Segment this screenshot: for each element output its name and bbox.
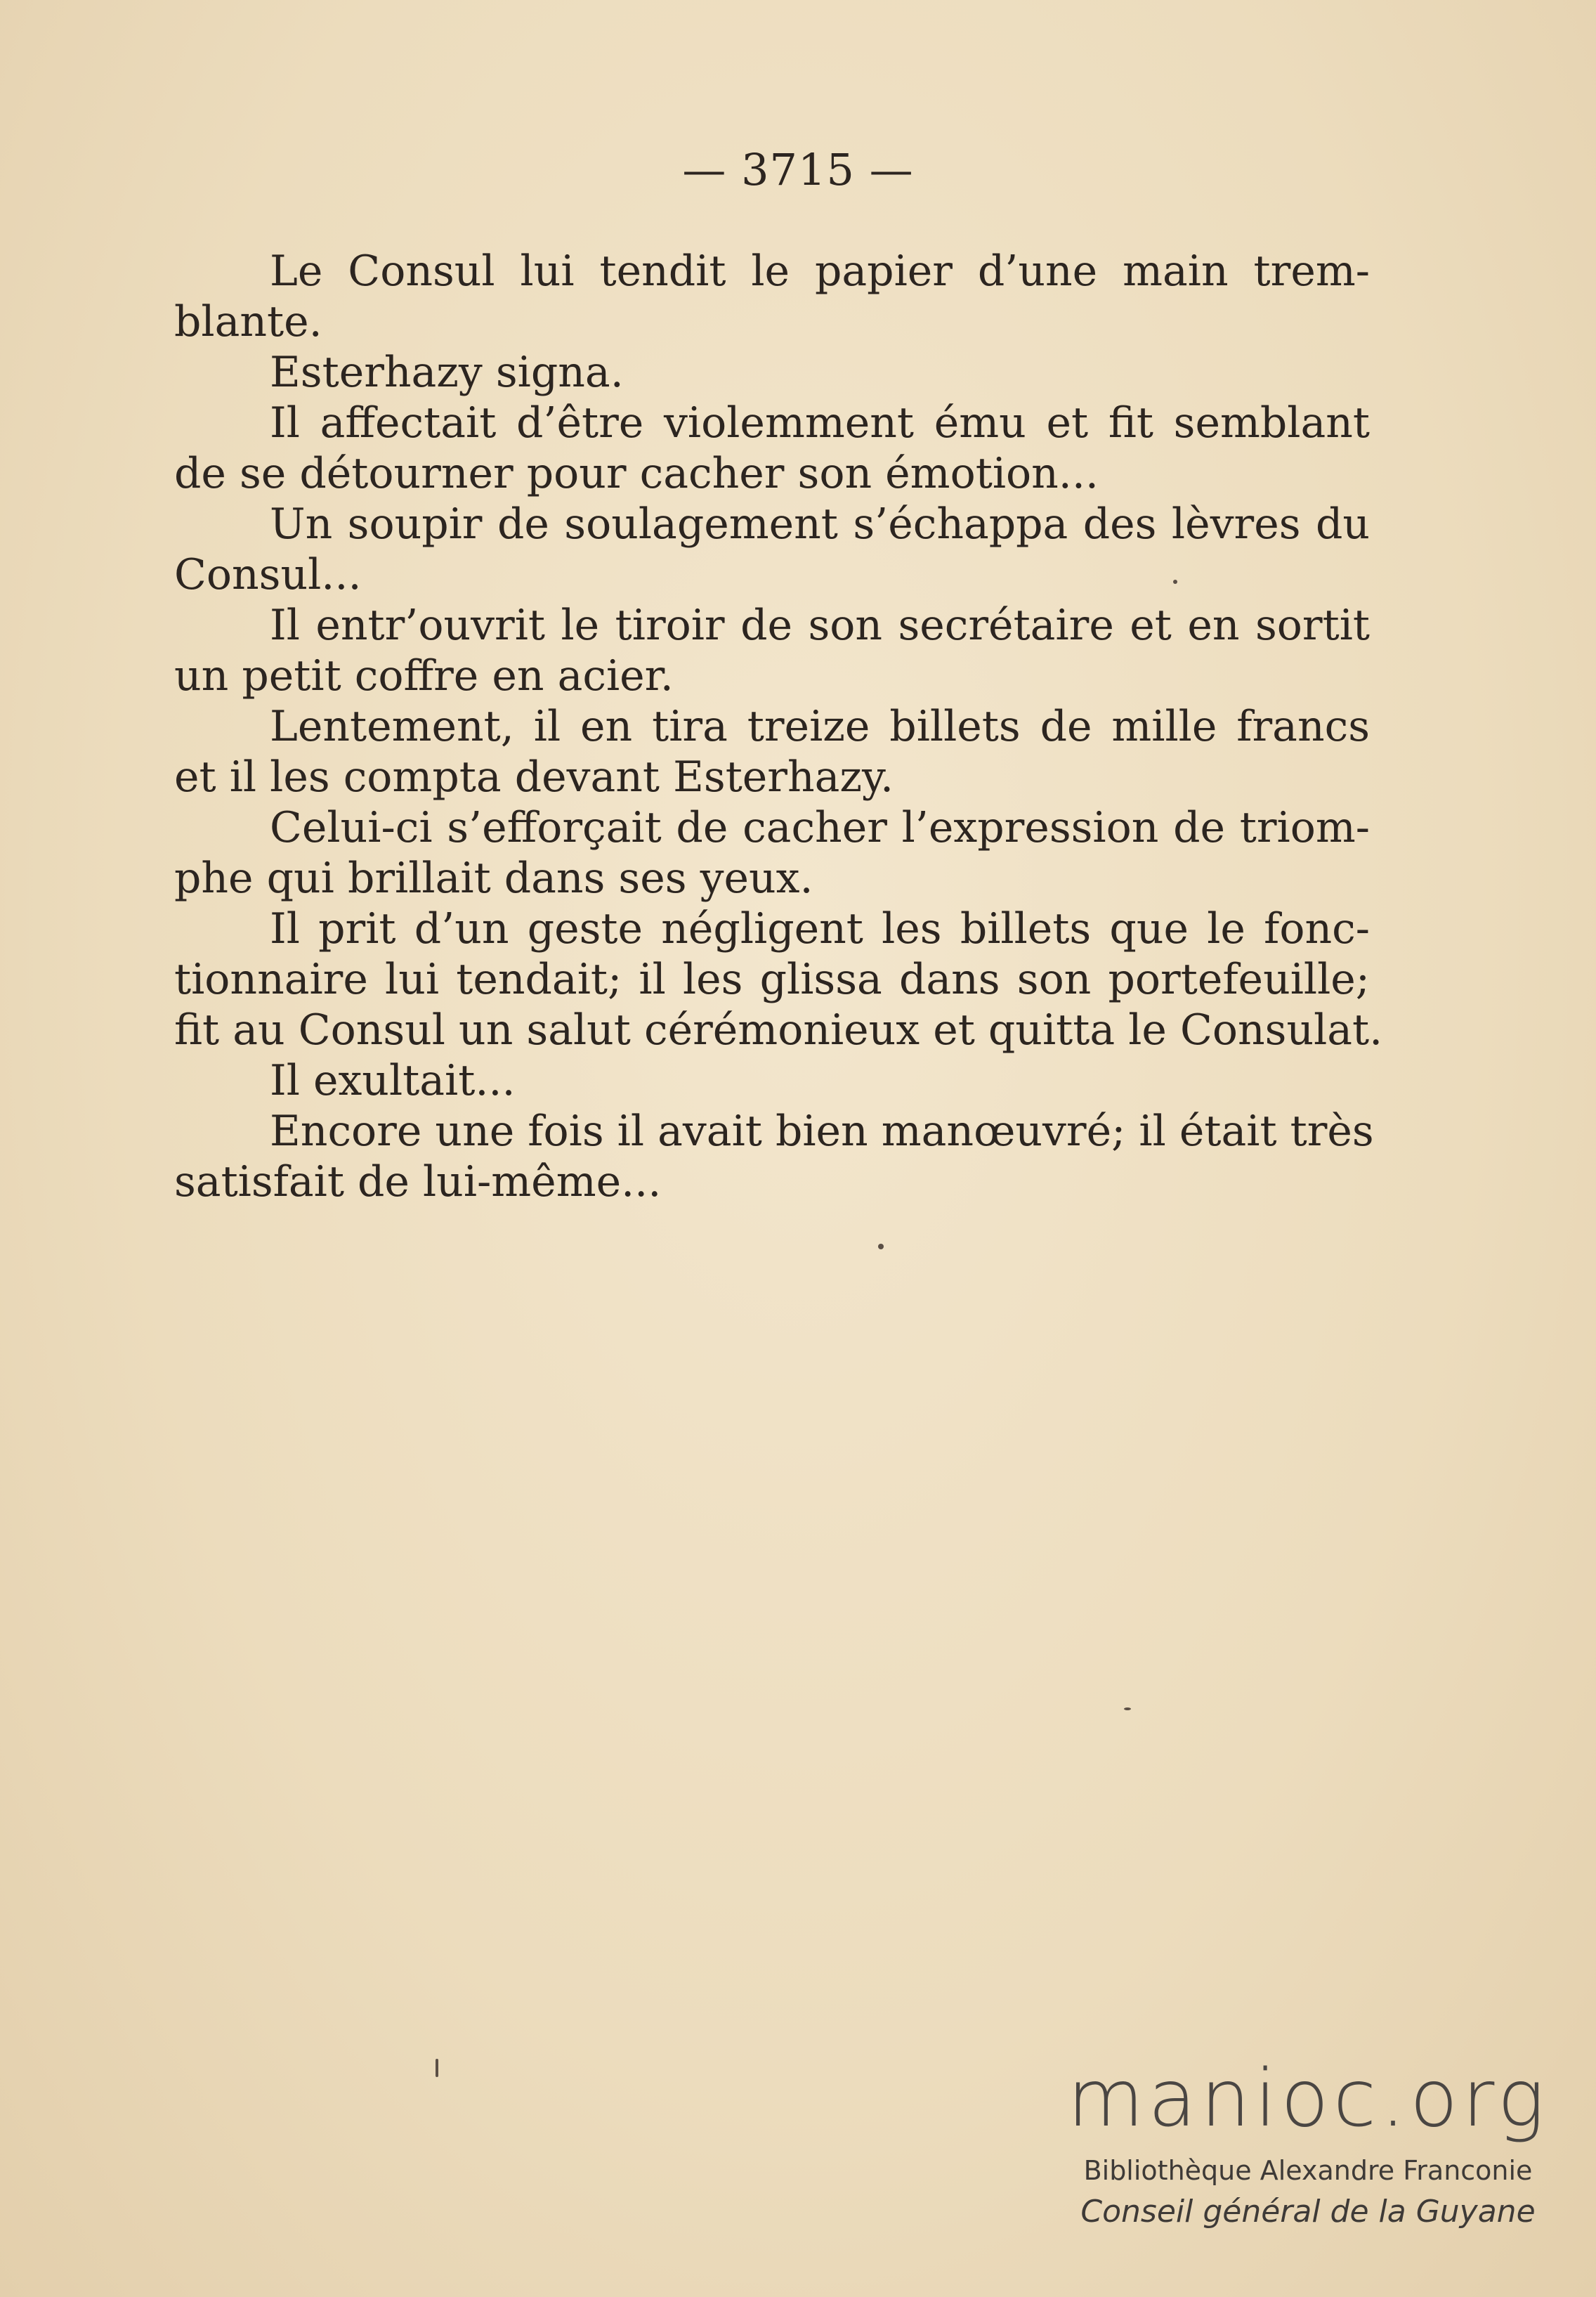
text-line: Il prit d’un geste négligent les billets que le fonc-	[270, 904, 1370, 954]
body-text	[174, 246, 1383, 1207]
text-line: et il les compta devant Esterhazy.	[174, 753, 894, 802]
text-line: un petit coffre en acier.	[174, 651, 674, 701]
paper-speck	[1124, 1707, 1131, 1710]
manioc-logo-text: manioc.org	[1067, 2053, 1549, 2145]
footer-logo	[1062, 2053, 1554, 2234]
paper-speck	[436, 2059, 438, 2077]
text-line: Il exultait...	[270, 1056, 516, 1105]
text-line: Lentement, il en tira treize billets de mille francs	[270, 702, 1370, 751]
paper-speck	[1173, 580, 1177, 584]
text-line: blante.	[174, 297, 322, 346]
text-line: Il entr’ouvrit le tiroir de son secrétaire et en sortit	[270, 601, 1370, 650]
text-line: tionnaire lui tendait; il les glissa dans son portefeuille;	[174, 955, 1370, 1004]
text-line: satisfait de lui-même...	[174, 1157, 662, 1206]
text-line: Encore une fois il avait bien manœuvré; il était très	[270, 1107, 1374, 1156]
text-line: Le Consul lui tendit le papier d’une main trem-	[270, 247, 1370, 296]
text-line: Esterhazy signa.	[270, 348, 624, 397]
council-name: Conseil général de la Guyane	[1080, 2194, 1536, 2230]
text-line: phe qui brillait dans ses yeux.	[174, 854, 813, 903]
text-line: Un soupir de soulagement s’échappa des lèvres du	[270, 500, 1370, 549]
text-line: fit au Consul un salut cérémonieux et quitta le Consulat.	[174, 1006, 1383, 1055]
paper-speck	[878, 1244, 884, 1249]
text-line: Il affectait d’être violemment ému et fit semblant	[270, 398, 1370, 448]
text-line: de se détourner pour cacher son émotion...	[174, 449, 1099, 498]
library-name: Bibliothèque Alexandre Franconie	[1083, 2155, 1533, 2186]
text-line: Celui-ci s’efforçait de cacher l’expression de triom-	[270, 803, 1370, 852]
page-number: — 3715 —	[682, 144, 914, 195]
text-line: Consul...	[174, 550, 362, 599]
